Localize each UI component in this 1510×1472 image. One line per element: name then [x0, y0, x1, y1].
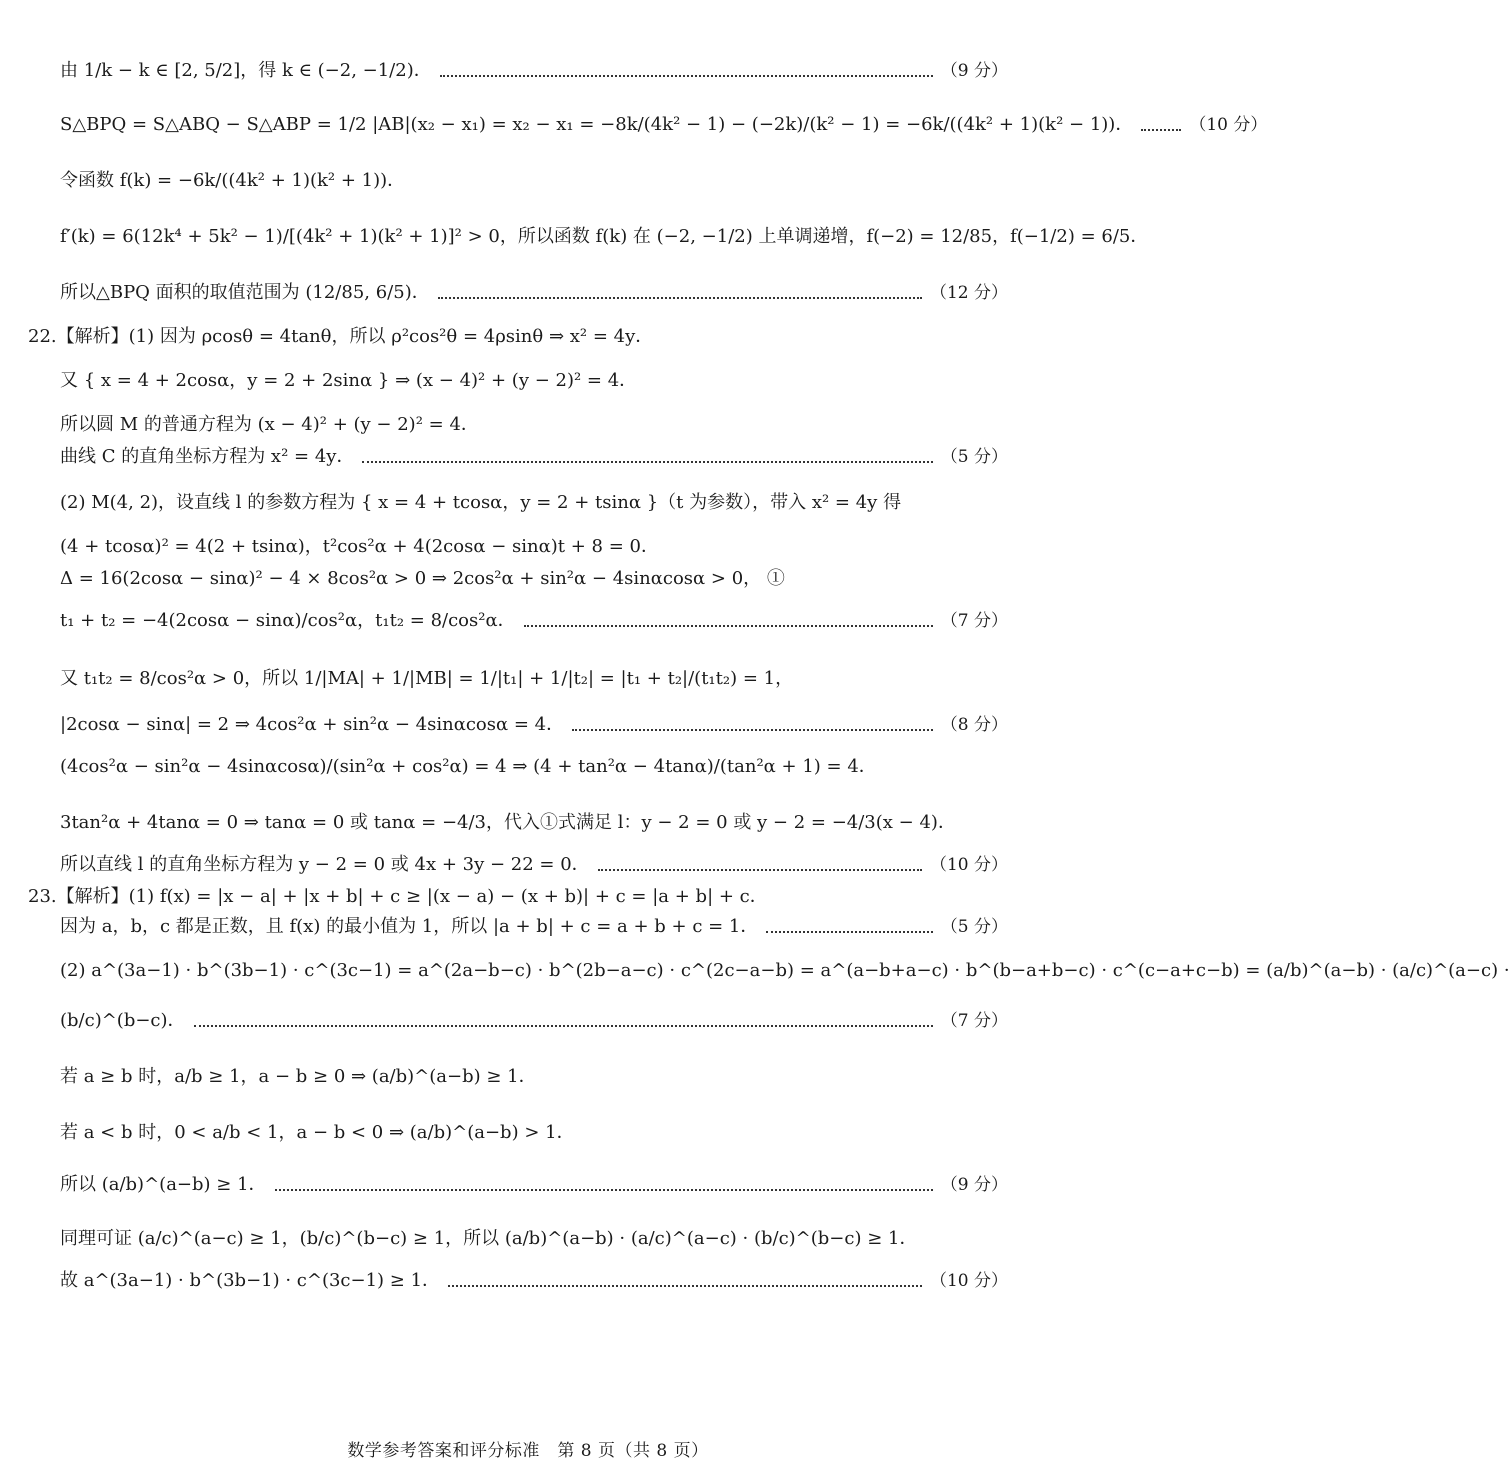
score-marker: （5 分） [940, 446, 1008, 467]
line-text: 又 { x = 4 + 2cosα，y = 2 + 2sinα } ⇒ (x − 4)² + (y − 2)² = 4． [60, 370, 638, 392]
problem-22-heading [28, 322, 1008, 352]
line-text: 故 a^(3a−1) · b^(3b−1) · c^(3c−1) ≥ 1． [60, 1270, 441, 1292]
solution-line [60, 442, 1008, 472]
solution-line [60, 1062, 1008, 1092]
solution-line [60, 664, 1008, 694]
score-marker: （8 分） [940, 714, 1008, 735]
solution-line [60, 366, 1008, 396]
solution-line [60, 488, 1008, 518]
line-text: t₁ + t₂ = −4(2cosα − sinα)/cos²α，t₁t₂ = 8/cos²α． [60, 610, 516, 632]
solution-line [60, 278, 1008, 308]
solution-line [60, 1266, 1008, 1296]
line-text: 3tan²α + 4tanα = 0 ⇒ tanα = 0 或 tanα = −4/3，代入①式满足 l：y − 2 = 0 或 y − 2 = −4/3(x − 4)． [60, 812, 956, 834]
solution-line [60, 956, 1510, 986]
score-marker: （7 分） [940, 1010, 1008, 1031]
solution-line [60, 56, 1008, 86]
solution-line [60, 808, 1008, 838]
line-text: Δ = 16(2cosα − sinα)² − 4 × 8cos²α > 0 ⇒ 2cos²α + sin²α − 4sinαcosα > 0， ① [60, 568, 785, 590]
score-marker: （12 分） [929, 282, 1008, 303]
problem-23-heading [28, 882, 1008, 912]
score-marker: （9 分） [940, 1174, 1008, 1195]
score-marker: （10 分） [929, 854, 1008, 875]
solution-line [60, 752, 1008, 782]
score-marker: （7 分） [940, 610, 1008, 631]
line-text: 因为 a，b，c 都是正数，且 f(x) 的最小值为 1，所以 |a + b| + c = a + b + c = 1． [60, 916, 759, 938]
line-text: 22.【解析】(1) 因为 ρcosθ = 4tanθ，所以 ρ²cos²θ = 4ρsinθ ⇒ x² = 4y． [28, 326, 654, 348]
score-marker: （10 分） [1189, 114, 1268, 135]
solution-line [60, 1224, 1008, 1254]
leader-dots [524, 623, 933, 627]
line-text: (2) a^(3a−1) · b^(3b−1) · c^(3c−1) = a^(2a−b−c) · b^(2b−a−c) · c^(2c−a−b) = a^(a−b+a−c) · b^(b−a+b−c) · c^(c−a+c−b) = (a/b)^(a−b) · (a/c)^(a−c) · [60, 960, 1510, 982]
solution-line [60, 606, 1008, 636]
line-text: 若 a < b 时，0 < a/b < 1，a − b < 0 ⇒ (a/b)^(a−b) > 1． [60, 1122, 575, 1144]
solution-line [60, 532, 1008, 562]
line-text: 23.【解析】(1) f(x) = |x − a| + |x + b| + c ≥ |(x − a) − (x + b)| + c = |a + b| + c． [28, 886, 768, 908]
line-text: f′(k) = 6(12k⁴ + 5k² − 1)/[(4k² + 1)(k² + 1)]² > 0，所以函数 f(k) 在 (−2, −1/2) 上单调递增，f(−2) = 12/85，f(−1/2) = 6/5． [60, 226, 1149, 248]
solution-line [60, 1118, 1008, 1148]
line-text: (4cos²α − sin²α − 4sinαcosα)/(sin²α + cos²α) = 4 ⇒ (4 + tan²α − 4tanα)/(tan²α + 1) = 4． [60, 756, 877, 778]
line-text: 由 1/k − k ∈ [2, 5/2]，得 k ∈ (−2, −1/2)． [60, 60, 432, 82]
leader-dots [598, 867, 922, 871]
solution-line [60, 410, 1008, 440]
solution-line [60, 850, 1008, 880]
line-text: S△BPQ = S△ABQ − S△ABP = 1/2 |AB|(x₂ − x₁) = x₂ − x₁ = −8k/(4k² − 1) − (−2k)/(k² − 1) = −6k/((4k² + 1)(k² − 1))． [60, 114, 1134, 136]
leader-dots [448, 1283, 922, 1287]
solution-line [60, 710, 1008, 740]
line-text: 令函数 f(k) = −6k/((4k² + 1)(k² + 1))． [60, 170, 406, 192]
line-text: 同理可证 (a/c)^(a−c) ≥ 1，(b/c)^(b−c) ≥ 1，所以 (a/b)^(a−b) · (a/c)^(a−c) · (b/c)^(b−c) ≥ 1． [60, 1228, 918, 1250]
solution-line [60, 1006, 1008, 1036]
line-text: 所以圆 M 的普通方程为 (x − 4)² + (y − 2)² = 4． [60, 414, 479, 436]
leader-dots [438, 295, 922, 299]
solution-line [60, 912, 1008, 942]
line-text: 又 t₁t₂ = 8/cos²α > 0，所以 1/|MA| + 1/|MB| = 1/|t₁| + 1/|t₂| = |t₁ + t₂|/(t₁t₂) = 1， [60, 668, 794, 690]
solution-line [60, 222, 1149, 252]
leader-dots [766, 929, 932, 933]
line-text: 所以直线 l 的直角坐标方程为 y − 2 = 0 或 4x + 3y − 22 = 0． [60, 854, 590, 876]
line-text: (b/c)^(b−c)． [60, 1010, 186, 1032]
leader-dots [362, 459, 932, 463]
solution-line [60, 564, 1008, 594]
leader-dots [194, 1023, 933, 1027]
score-marker: （10 分） [929, 1270, 1008, 1291]
leader-dots [572, 727, 933, 731]
leader-dots [275, 1187, 933, 1191]
solution-line [60, 166, 1008, 196]
page-footer: 数学参考答案和评分标准 第 8 页（共 8 页） [347, 1441, 709, 1461]
line-text: |2cosα − sinα| = 2 ⇒ 4cos²α + sin²α − 4sinαcosα = 4． [60, 714, 565, 736]
leader-dots [440, 73, 933, 77]
line-text: (4 + tcosα)² = 4(2 + tsinα)，t²cos²α + 4(2cosα − sinα)t + 8 = 0． [60, 536, 659, 558]
line-text: 若 a ≥ b 时，a/b ≥ 1，a − b ≥ 0 ⇒ (a/b)^(a−b) ≥ 1． [60, 1066, 537, 1088]
line-text: 所以 (a/b)^(a−b) ≥ 1． [60, 1174, 267, 1196]
solution-line [60, 1170, 1008, 1200]
score-marker: （9 分） [940, 60, 1008, 81]
line-text: 所以△BPQ 面积的取值范围为 (12/85, 6/5)． [60, 282, 430, 304]
solution-line [60, 110, 1268, 140]
line-text: 曲线 C 的直角坐标方程为 x² = 4y． [60, 446, 355, 468]
leader-dots [1141, 127, 1181, 131]
line-text: (2) M(4, 2)，设直线 l 的参数方程为 { x = 4 + tcosα，y = 2 + tsinα }（t 为参数），带入 x² = 4y 得 [60, 492, 902, 514]
score-marker: （5 分） [940, 916, 1008, 937]
